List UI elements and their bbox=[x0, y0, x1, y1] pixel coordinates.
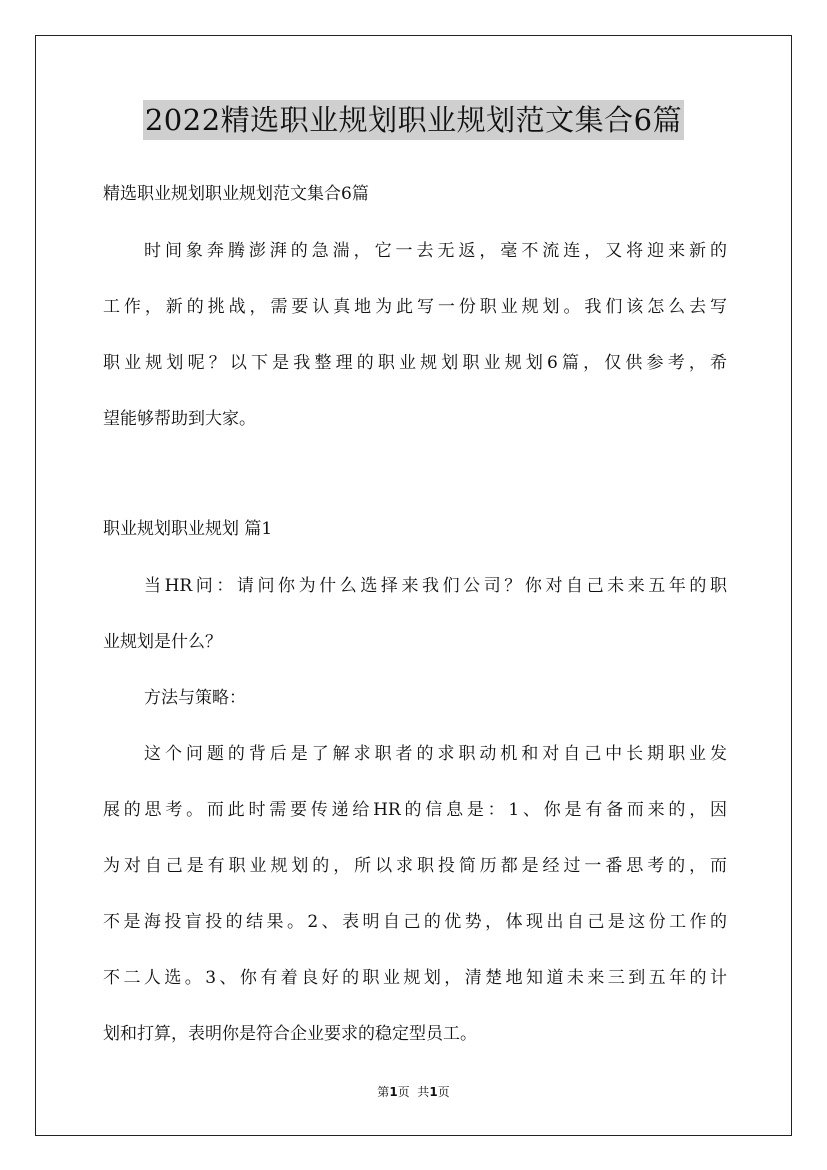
paragraph-line: 业规划是什么？ bbox=[103, 632, 222, 652]
paragraph-line: 展的思考。而此时需要传递给HR的信息是：1、你是有备而来的，因 bbox=[103, 800, 727, 820]
page-total: 1 bbox=[429, 1085, 438, 1099]
paragraph-line: 划和打算，表明你是符合企业要求的稳定型员工。 bbox=[103, 1024, 477, 1044]
paragraph-line: 工作，新的挑战，需要认真地为此写一份职业规划。我们该怎么去写 bbox=[103, 297, 727, 317]
page-footer bbox=[0, 1083, 827, 1100]
paragraph-line: 当HR问：请问你为什么选择来我们公司？你对自己未来五年的职 bbox=[144, 576, 727, 596]
paragraph-line: 这个问题的背后是了解求职者的求职动机和对自己中长期职业发 bbox=[144, 744, 727, 764]
section-heading: 职业规划职业规划 篇1 bbox=[103, 519, 273, 539]
method-label: 方法与策略： bbox=[144, 688, 246, 708]
footer-mid: 页 共 bbox=[397, 1085, 430, 1099]
paragraph-line: 时间象奔腾澎湃的急湍，它一去无返，毫不流连，又将迎来新的 bbox=[144, 241, 727, 261]
document-body bbox=[103, 174, 727, 1054]
footer-prefix: 第 bbox=[377, 1085, 390, 1099]
paragraph-line: 职业规划呢？以下是我整理的职业规划职业规划6篇，仅供参考，希 bbox=[103, 353, 727, 373]
title-container bbox=[0, 100, 827, 140]
paragraph-line: 望能够帮助到大家。 bbox=[103, 409, 256, 429]
document-subtitle: 精选职业规划职业规划范文集合6篇 bbox=[103, 184, 369, 204]
question-paragraph bbox=[103, 566, 727, 662]
paragraph-line: 不是海投盲投的结果。2、表明自己的优势，体现出自己是这份工作的 bbox=[103, 912, 727, 932]
paragraph-line: 不二人选。3、你有着良好的职业规划，清楚地知道未来三到五年的计 bbox=[103, 968, 727, 988]
document-title: 2022精选职业规划职业规划范文集合6篇 bbox=[143, 100, 684, 140]
footer-suffix: 页 bbox=[437, 1085, 450, 1099]
spacer bbox=[103, 439, 727, 509]
page-current: 1 bbox=[389, 1085, 398, 1099]
body-paragraph bbox=[103, 734, 727, 1054]
intro-paragraph bbox=[103, 231, 727, 439]
spacer bbox=[103, 214, 727, 231]
paragraph-line: 为对自己是有职业规划的，所以求职投简历都是经过一番思考的，而 bbox=[103, 856, 727, 876]
